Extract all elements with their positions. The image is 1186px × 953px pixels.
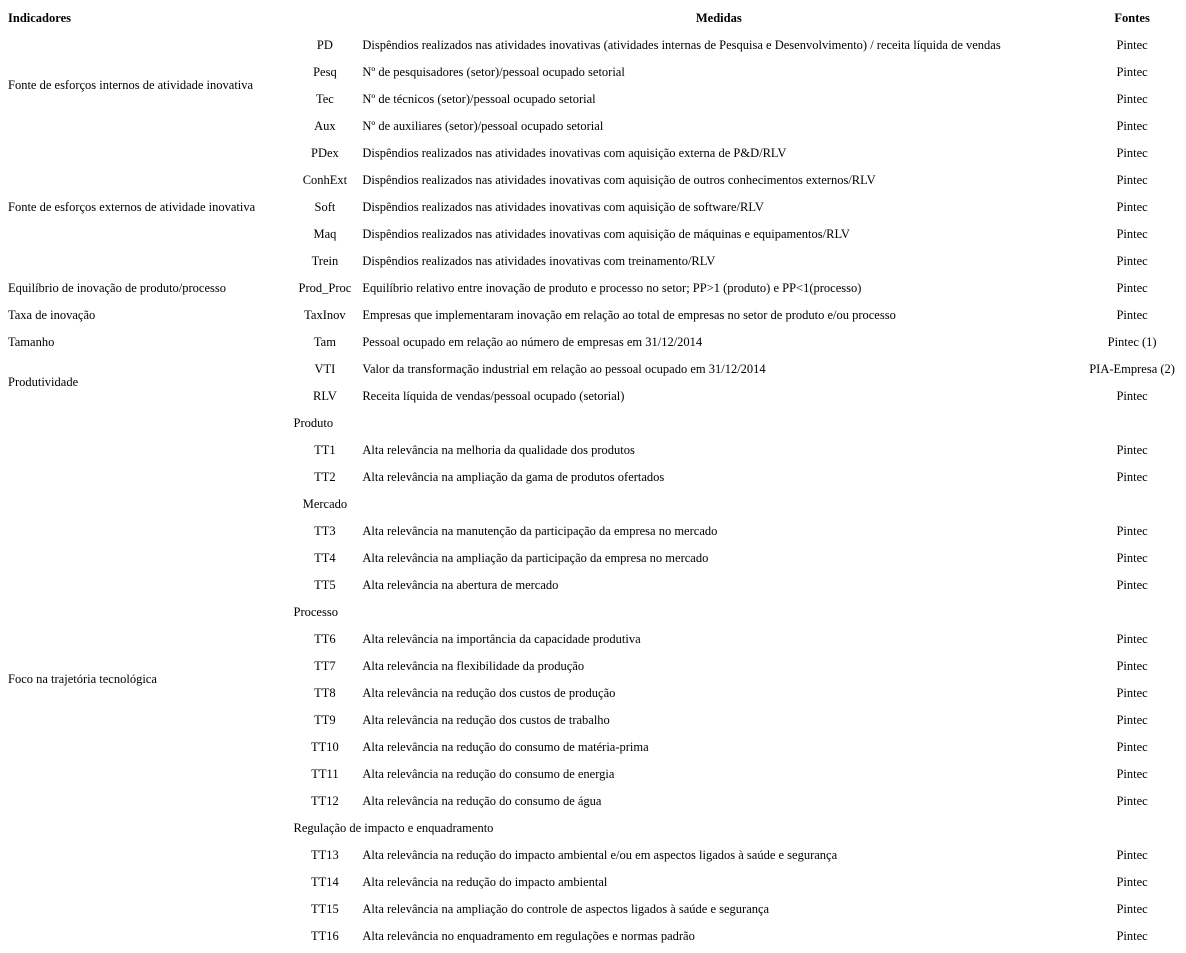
row-code: Aux <box>314 118 336 133</box>
row-source: Pintec <box>1116 469 1148 484</box>
row-code: TT15 <box>311 901 339 916</box>
table-row <box>5 301 1186 328</box>
row-measure: Nº de auxiliares (setor)/pessoal ocupado setorial <box>362 118 604 133</box>
row-source: Pintec <box>1116 442 1148 457</box>
row-code: TT16 <box>311 928 339 943</box>
row-code: TT13 <box>311 847 339 862</box>
indicator-tamanho: Tamanho <box>8 334 55 349</box>
row-measure: Alta relevância na ampliação do controle de aspectos ligados à saúde e segurança <box>362 901 770 916</box>
header-fontes: Fontes <box>1114 10 1150 25</box>
row-measure: Equilíbrio relativo entre inovação de produto e processo no setor; PP>1 (produto) e PP<1(processo) <box>362 280 862 295</box>
row-source: Pintec <box>1116 307 1148 322</box>
row-measure: Alta relevância no enquadramento em regulações e normas padrão <box>362 928 695 943</box>
row-code: TT3 <box>314 523 336 538</box>
row-code: TT6 <box>314 631 336 646</box>
row-source: Pintec <box>1116 901 1148 916</box>
row-measure: Alta relevância na redução do impacto ambiental <box>362 874 608 889</box>
row-measure: Dispêndios realizados nas atividades inovativas com aquisição de máquinas e equipamentos/RLV <box>362 226 850 241</box>
row-code: PDex <box>311 145 339 160</box>
row-source: Pintec <box>1116 172 1148 187</box>
row-source: Pintec <box>1116 64 1148 79</box>
row-source: Pintec <box>1116 145 1148 160</box>
row-measure: Valor da transformação industrial em relação ao pessoal ocupado em 31/12/2014 <box>362 361 766 376</box>
row-measure: Alta relevância na importância da capacidade produtiva <box>362 631 641 646</box>
row-source: Pintec <box>1116 523 1148 538</box>
indicator-equilibrio: Equilíbrio de inovação de produto/processo <box>8 280 226 295</box>
row-measure: Alta relevância na redução dos custos de trabalho <box>362 712 610 727</box>
row-source-empty <box>1078 490 1186 517</box>
row-code: Pesq <box>313 64 337 79</box>
table-row <box>5 328 1186 355</box>
group-label: Produto <box>293 415 334 430</box>
row-code: TT14 <box>311 874 339 889</box>
row-code: VTI <box>314 361 336 376</box>
header-indicadores: Indicadores <box>8 10 71 25</box>
row-code: TT7 <box>314 658 336 673</box>
row-source: Pintec <box>1116 631 1148 646</box>
indicator-internos: Fonte de esforços internos de atividade inovativa <box>8 78 254 92</box>
row-measure: Alta relevância na redução dos custos de produção <box>362 685 616 700</box>
row-code: PD <box>316 37 333 52</box>
row-source: Pintec <box>1116 739 1148 754</box>
row-measure: Alta relevância na manutenção da participação da empresa no mercado <box>362 523 718 538</box>
header-medidas: Medidas <box>695 10 742 25</box>
group-label: Processo <box>293 604 338 619</box>
row-measure: Alta relevância na redução do consumo de água <box>362 793 602 808</box>
table-row <box>5 139 1186 166</box>
header-row <box>5 4 1186 31</box>
row-measure: Alta relevância na redução do impacto ambiental e/ou em aspectos ligados à saúde e segurança <box>362 847 838 862</box>
row-measure: Nº de técnicos (setor)/pessoal ocupado setorial <box>362 91 596 106</box>
row-source: Pintec <box>1116 253 1148 268</box>
row-code: TT5 <box>314 577 336 592</box>
row-source: Pintec <box>1116 793 1148 808</box>
row-source: Pintec <box>1116 118 1148 133</box>
indicator-foco: Foco na trajetória tecnológica <box>8 672 157 686</box>
row-measure: Empresas que implementaram inovação em relação ao total de empresas no setor de produto e/ou processo <box>362 307 896 322</box>
row-code: TT1 <box>314 442 336 457</box>
row-code: Soft <box>314 199 336 214</box>
row-measure: Alta relevância na redução do consumo de matéria-prima <box>362 739 649 754</box>
row-code: Maq <box>313 226 337 241</box>
row-measure: Receita líquida de vendas/pessoal ocupado (setorial) <box>362 388 625 403</box>
row-measure: Dispêndios realizados nas atividades inovativas com treinamento/RLV <box>362 253 716 268</box>
row-code: Prod_Proc <box>298 280 352 295</box>
table-row <box>5 274 1186 301</box>
group-label: Regulação de impacto e enquadramento <box>293 820 494 835</box>
row-measure: Dispêndios realizados nas atividades inovativas (atividades internas de Pesquisa e Desenvolvimento) / receita líquida de vendas <box>362 37 1001 52</box>
row-code: ConhExt <box>302 172 348 187</box>
indicator-taxa: Taxa de inovação <box>8 307 96 322</box>
row-measure: Alta relevância na ampliação da participação da empresa no mercado <box>362 550 709 565</box>
row-source: Pintec (1) <box>1107 334 1157 349</box>
indicator-produtividade: Produtividade <box>8 375 79 389</box>
indicators-table <box>5 4 1186 949</box>
row-source: Pintec <box>1116 37 1148 52</box>
indicator-externos: Fonte de esforços externos de atividade inovativa <box>8 199 256 214</box>
row-measure: Alta relevância na flexibilidade da produção <box>362 658 585 673</box>
row-code: TT2 <box>314 469 336 484</box>
row-code: Tam <box>313 334 336 349</box>
row-source: Pintec <box>1116 928 1148 943</box>
row-source: Pintec <box>1116 766 1148 781</box>
table-row <box>5 355 1186 382</box>
row-code: TT11 <box>311 766 339 781</box>
row-code: TT8 <box>314 685 336 700</box>
row-code: TT10 <box>311 739 339 754</box>
row-source: Pintec <box>1116 280 1148 295</box>
row-source: Pintec <box>1116 874 1148 889</box>
row-source: Pintec <box>1116 847 1148 862</box>
table-row <box>5 31 1186 58</box>
row-measure: Alta relevância na redução do consumo de energia <box>362 766 615 781</box>
table-row <box>5 409 1186 436</box>
row-measure: Alta relevância na ampliação da gama de produtos ofertados <box>362 469 665 484</box>
row-source: Pintec <box>1116 577 1148 592</box>
row-measure: Dispêndios realizados nas atividades inovativas com aquisição de software/RLV <box>362 199 764 214</box>
row-code: RLV <box>312 388 337 403</box>
row-source: Pintec <box>1116 712 1148 727</box>
row-measure: Nº de pesquisadores (setor)/pessoal ocupado setorial <box>362 64 625 79</box>
row-code: TT9 <box>314 712 336 727</box>
row-source: Pintec <box>1116 658 1148 673</box>
row-measure: Dispêndios realizados nas atividades inovativas com aquisição externa de P&D/RLV <box>362 145 787 160</box>
row-code: TT12 <box>311 793 339 808</box>
row-code: Tec <box>315 91 334 106</box>
row-source: Pintec <box>1116 199 1148 214</box>
row-measure-empty <box>359 490 1078 517</box>
row-source: Pintec <box>1116 226 1148 241</box>
row-source: Pintec <box>1116 91 1148 106</box>
row-code: TT4 <box>314 550 336 565</box>
row-source: PIA-Empresa (2) <box>1089 361 1175 376</box>
row-code: Trein <box>311 253 339 268</box>
row-measure: Pessoal ocupado em relação ao número de empresas em 31/12/2014 <box>362 334 703 349</box>
row-measure: Alta relevância na melhoria da qualidade dos produtos <box>362 442 635 457</box>
row-source: Pintec <box>1116 388 1148 403</box>
row-code: TaxInov <box>304 307 346 322</box>
row-measure: Alta relevância na abertura de mercado <box>362 577 559 592</box>
row-measure: Dispêndios realizados nas atividades inovativas com aquisição de outros conhecimentos externos/RLV <box>362 172 876 187</box>
group-label: Mercado <box>302 496 348 511</box>
row-source: Pintec <box>1116 550 1148 565</box>
header-code-blank <box>291 4 360 31</box>
row-source: Pintec <box>1116 685 1148 700</box>
